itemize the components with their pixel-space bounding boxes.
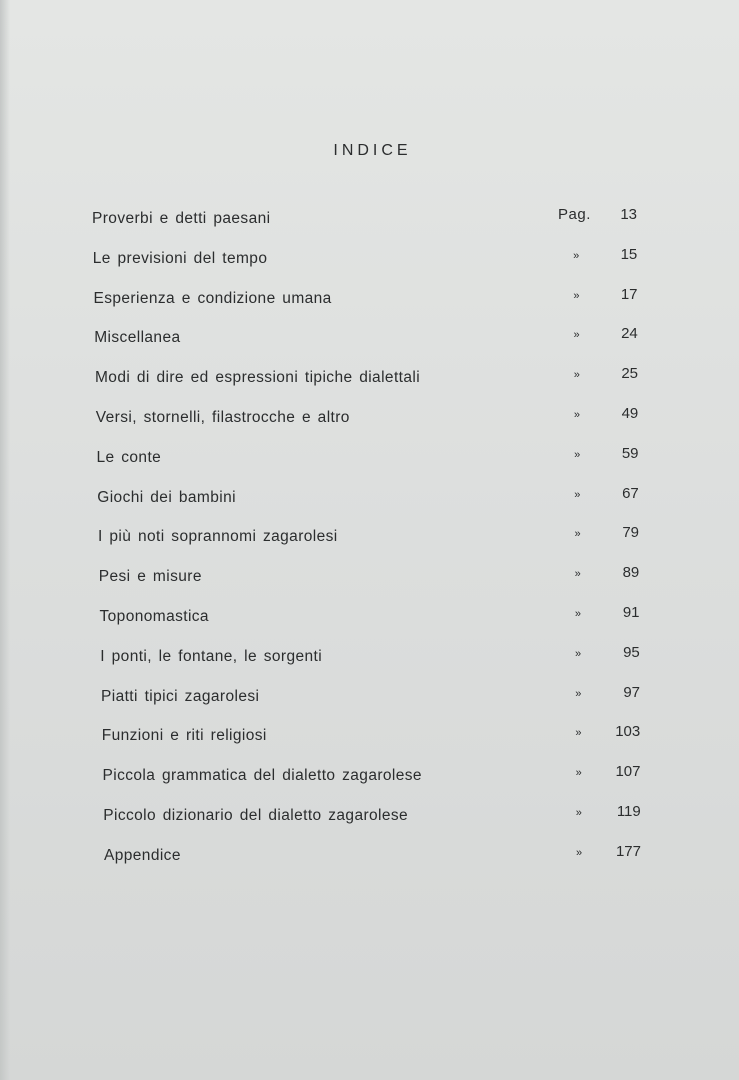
toc-entry [0, 360, 739, 400]
toc-entry [0, 599, 739, 639]
toc-entry-title: Le conte [96, 448, 162, 466]
toc-entry-title: Piatti tipici zagarolesi [101, 687, 260, 705]
toc-entry-page-number: 103 [615, 723, 641, 741]
toc-entry [0, 201, 739, 241]
toc-entry-page-number: 13 [620, 206, 637, 223]
toc-entry-title: Piccola grammatica del dialetto zagarolese [102, 767, 422, 785]
toc-entry [0, 679, 739, 719]
toc-entry-page-number: 91 [622, 603, 640, 621]
toc-entry [0, 241, 739, 281]
toc-entry [0, 718, 739, 758]
ditto-mark: » [575, 846, 583, 859]
index-heading: INDICE [333, 142, 412, 159]
ditto-mark: » [575, 806, 582, 819]
toc-entry-title: Funzioni e riti religiosi [101, 727, 267, 745]
toc-entry-page-number: 89 [622, 564, 640, 582]
toc-entry-title: Esperienza e condizione umana [93, 289, 332, 307]
toc-entry [0, 320, 739, 360]
toc-entry-page-number: 59 [621, 444, 639, 462]
toc-entry [0, 480, 739, 520]
toc-entry-title: Piccolo dizionario del dialetto zagarolese [103, 806, 409, 824]
toc-entry [0, 838, 739, 878]
toc-entry-title: Modi di dire ed espressioni tipiche dialettali [95, 369, 421, 387]
toc-entry [0, 758, 739, 798]
toc-entry-page-number: 177 [615, 842, 641, 860]
toc-entry-title: Toponomastica [99, 607, 209, 625]
toc-entry-title: Appendice [104, 846, 181, 864]
toc-entry-page-number: 67 [622, 484, 639, 502]
toc-entry-page-number: 49 [621, 404, 639, 422]
toc-entry [0, 400, 739, 440]
toc-entry-page-number: 119 [616, 802, 641, 820]
ditto-mark: » [574, 568, 581, 581]
toc-entry-title: Pesi e misure [98, 568, 202, 586]
ditto-mark: » [575, 647, 582, 660]
ditto-mark: » [573, 289, 580, 302]
toc-entry-page-number: 17 [620, 285, 638, 303]
ditto-mark: » [575, 767, 582, 780]
toc-entry [0, 440, 739, 480]
toc-entry [0, 281, 739, 321]
ditto-mark: » [573, 249, 580, 262]
table-of-contents [0, 201, 739, 878]
toc-entry [0, 559, 739, 599]
ditto-mark: » [575, 727, 582, 740]
toc-entry-page-number: 15 [620, 245, 638, 263]
toc-entry-title: I più noti soprannomi zagarolesi [98, 528, 338, 546]
toc-entry-title: Miscellanea [94, 329, 181, 347]
ditto-mark: » [573, 329, 580, 342]
toc-entry [0, 519, 739, 559]
toc-entry-page-number: 79 [622, 524, 639, 542]
toc-entry-title: Le previsioni del tempo [92, 249, 268, 267]
ditto-mark: » [574, 607, 581, 620]
toc-entry-page-number: 25 [621, 365, 638, 383]
toc-entry [0, 798, 739, 838]
toc-entry-title: Giochi dei bambini [97, 488, 236, 506]
toc-entry-title: Proverbi e detti paesani [92, 210, 271, 227]
ditto-mark: » [574, 528, 581, 541]
toc-entry [0, 639, 739, 679]
toc-entry-page-number: 97 [623, 683, 640, 701]
toc-entry-page-number: 24 [621, 325, 638, 343]
ditto-mark: » [575, 687, 582, 700]
page-label: Pag. [558, 206, 591, 223]
toc-entry-page-number: 95 [623, 643, 640, 661]
ditto-mark: » [573, 408, 580, 421]
toc-entry-page-number: 107 [615, 763, 641, 781]
ditto-mark: » [574, 488, 581, 501]
ditto-mark: » [573, 369, 580, 382]
toc-entry-title: Versi, stornelli, filastrocche e altro [95, 408, 350, 426]
ditto-mark: » [574, 448, 581, 461]
toc-entry-title: I ponti, le fontane, le sorgenti [100, 647, 323, 665]
